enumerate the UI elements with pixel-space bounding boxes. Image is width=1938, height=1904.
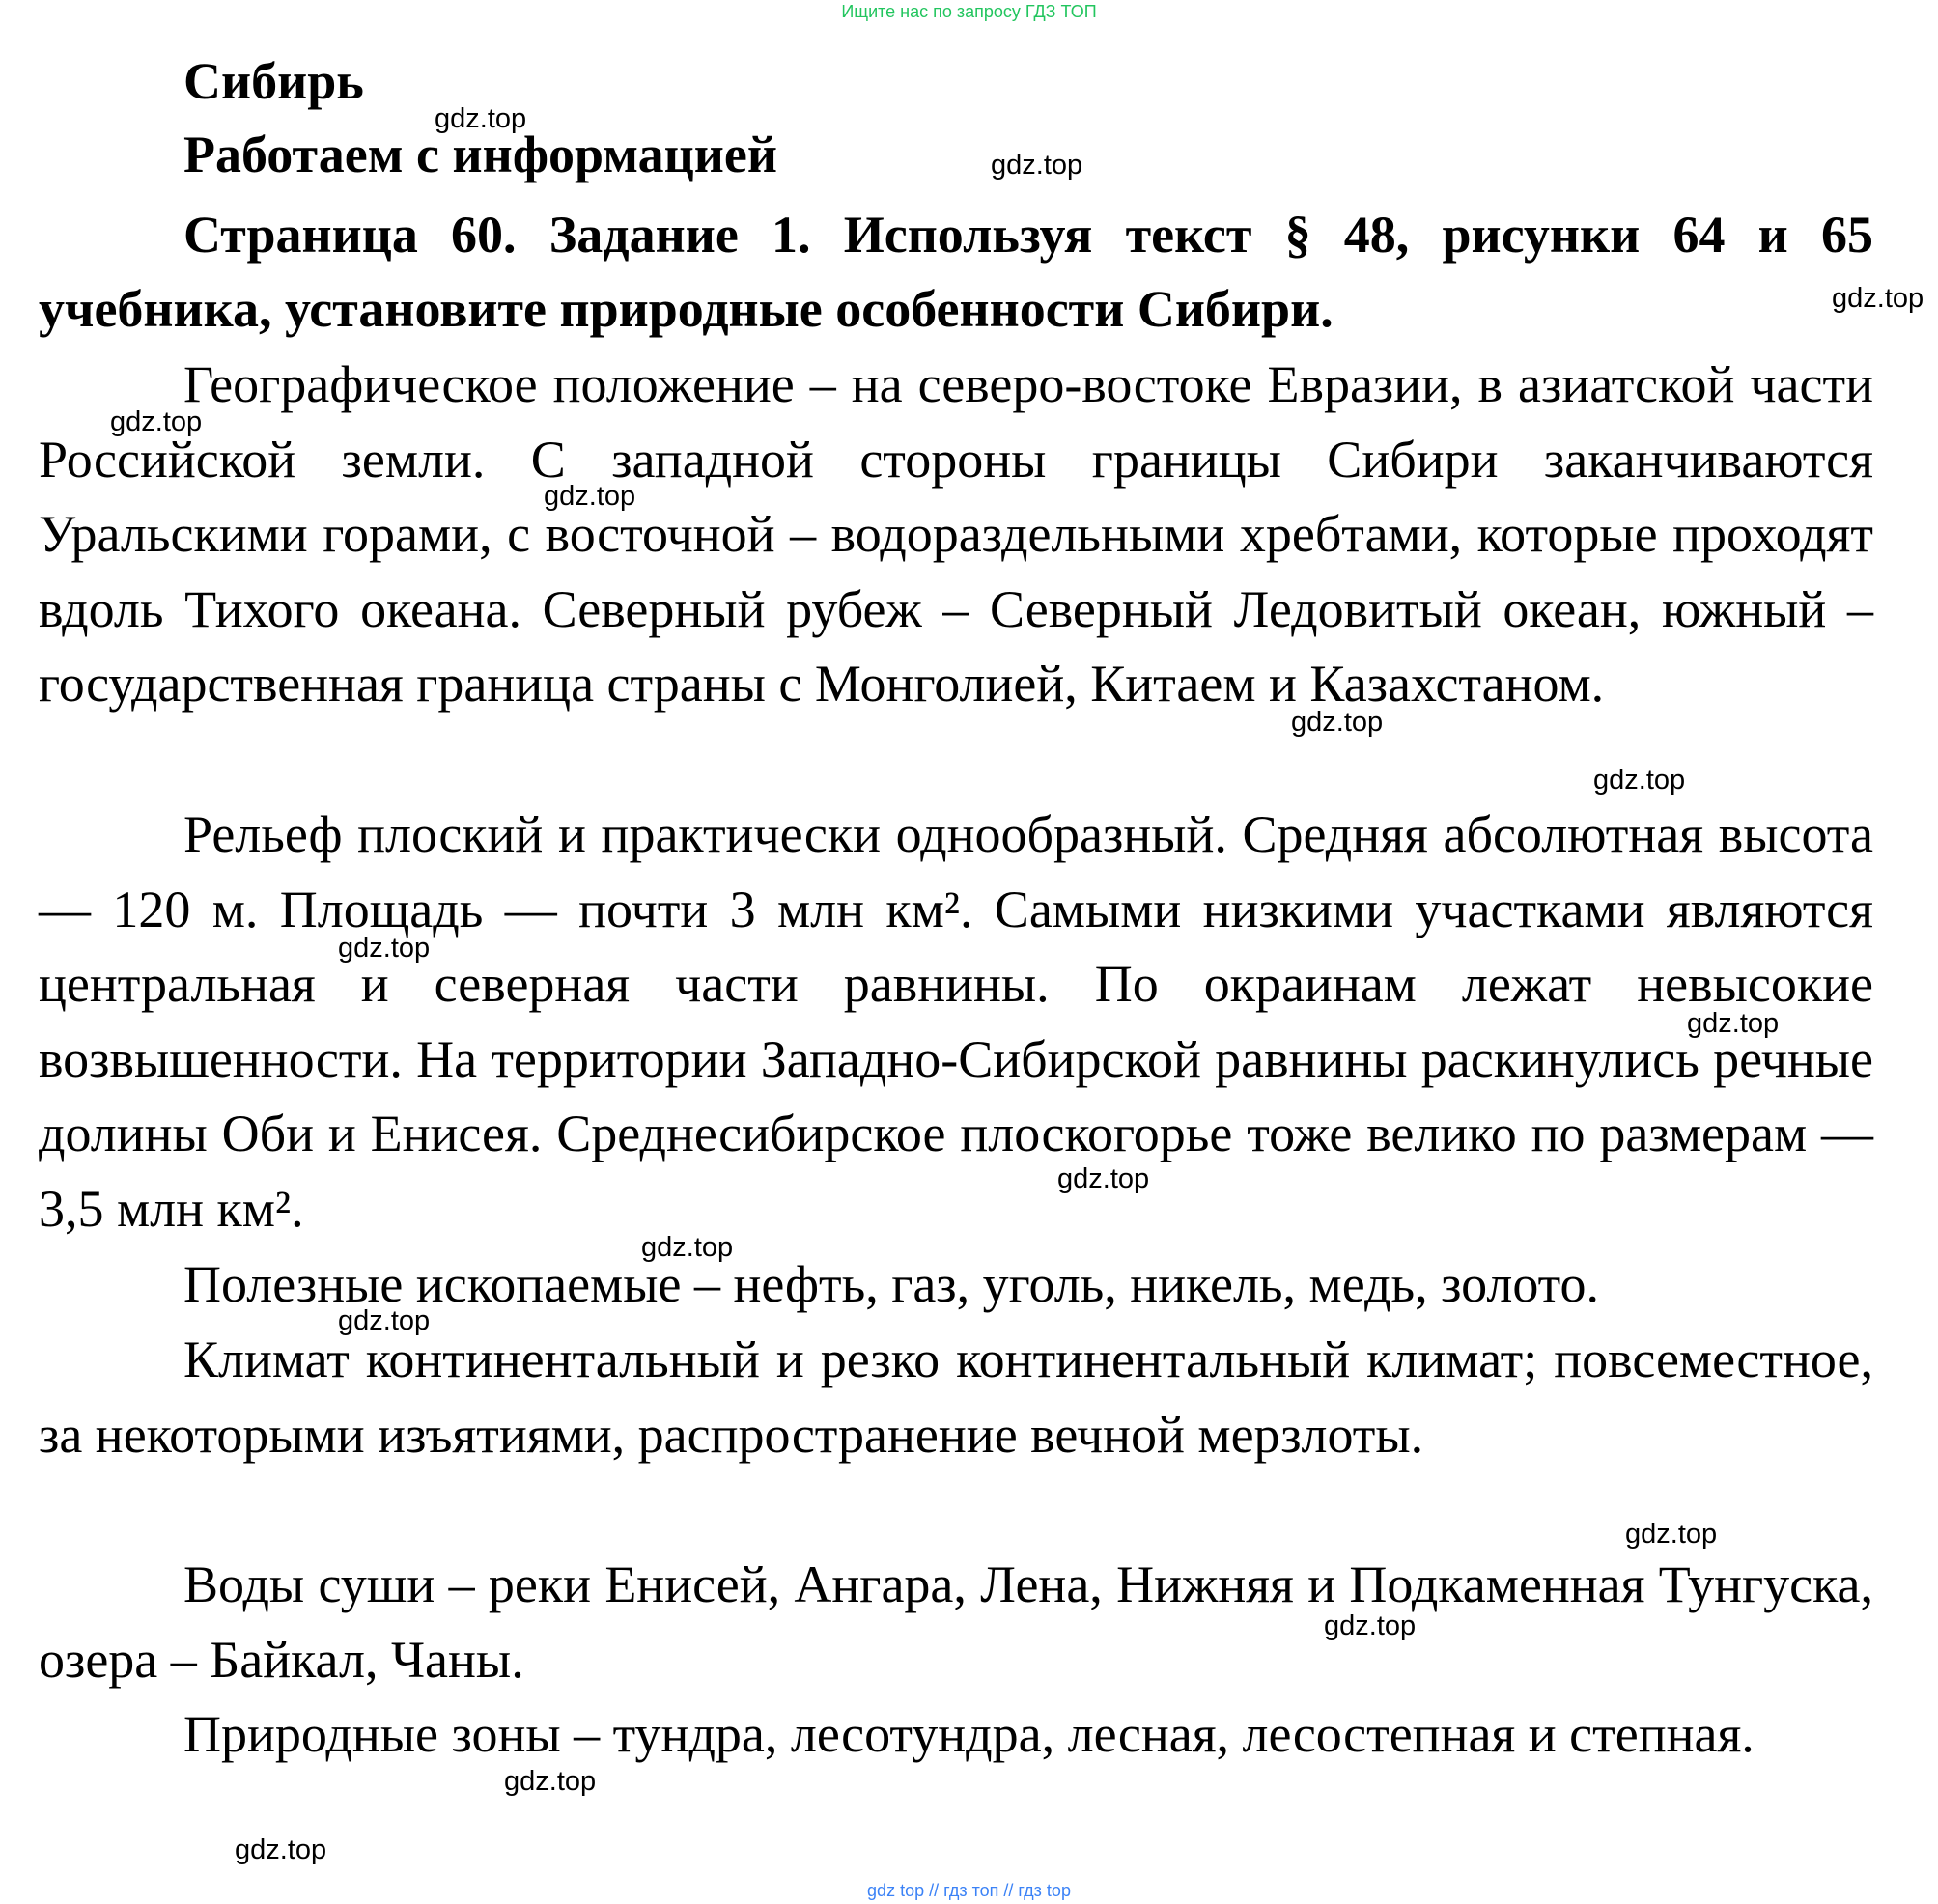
watermark: gdz.top [1324,1610,1417,1641]
watermark: gdz.top [1687,1008,1780,1039]
watermark: gdz.top [544,481,636,512]
paragraph-zones: Природные зоны – тундра, лесотундра, лесная, лесостепная и степная. [183,1705,1755,1763]
paragraph-minerals: Полезные ископаемые – нефть, газ, уголь, никель, медь, золото. [183,1255,1599,1313]
paragraph-waters: Воды суши – реки Енисей, Ангара, Лена, Нижняя и Подкаменная Тунгуска, озера – Байкал, Чаны. [39,1555,1873,1689]
watermark: gdz.top [641,1232,734,1263]
watermark: gdz.top [1832,283,1924,314]
watermark: gdz.top [110,406,203,437]
watermark: gdz.top [338,933,431,964]
paragraph-relief: Рельеф плоский и практически однообразный. Средняя абсолютная высота — 120 м. Площадь — почти 3 млн км². Самыми низкими участками являются центральная и северная части равнины. По окраинам лежат невысокие возвышенности. На территории Западно-Сибирской равнины раскинулись речные долины Оби и Енисея. Среднесибирское плоскогорье тоже велико по размерам — 3,5 млн км². [39,805,1873,1238]
subsection-title: Работаем с информацией [183,126,777,183]
watermark: gdz.top [338,1305,431,1336]
task-text: Страница 60. Задание 1. Используя текст § 48, рисунки 64 и 65 учебника, установите природные особенности Сибири. [39,206,1873,338]
watermark: gdz.top [1057,1163,1150,1194]
top-notice: Ищите нас по запросу ГДЗ ТОП [841,2,1097,21]
paragraph-location: Географическое положение – на северо-востоке Евразии, в азиатской части Российской земли. С западной стороны границы Сибири заканчиваются Уральскими горами, с восточной – водораздельными хребтами, которые проходят вдоль Тихого океана. Северный рубеж – Северный Ледовитый океан, южный – государственная граница страны с Монголией, Китаем и Казахстаном. [39,355,1873,713]
watermark: gdz.top [991,150,1083,181]
section-title: Сибирь [183,52,364,110]
bottom-notice: gdz top // гдз топ // гдз top [867,1881,1071,1900]
watermark: gdz.top [235,1834,327,1865]
watermark: gdz.top [504,1766,597,1797]
paragraph-climate: Климат континентальный и резко континентальный климат; повсеместное, за некоторыми изъятиями, распространение вечной мерзлоты. [39,1330,1873,1464]
watermark: gdz.top [1625,1519,1718,1550]
watermark: gdz.top [435,103,527,134]
watermark: gdz.top [1593,765,1686,796]
watermark: gdz.top [1291,707,1384,738]
